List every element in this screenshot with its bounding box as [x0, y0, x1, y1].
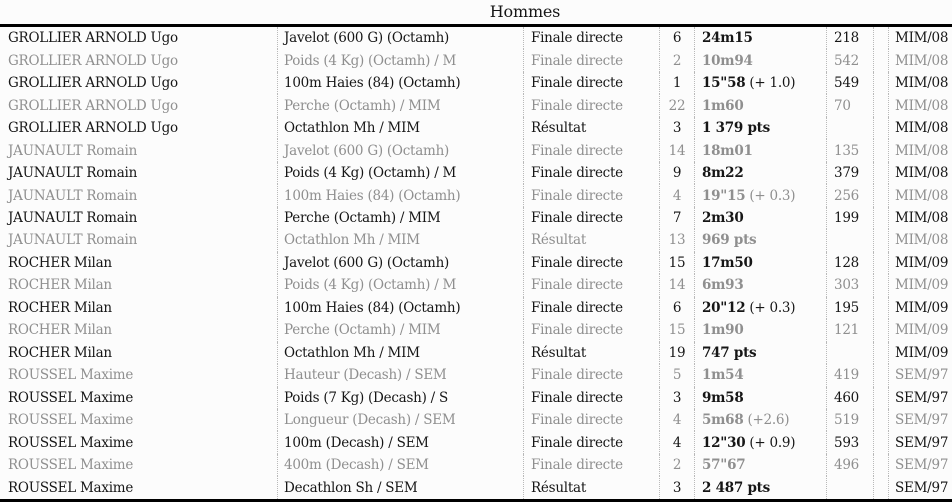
performance-cell: [694, 387, 826, 409]
event-name: Poids (4 Kg) (Octamh) / M: [277, 274, 523, 296]
athlete-name: ROCHER Milan: [8, 254, 112, 271]
rank-value: 14: [659, 139, 694, 161]
performance-cell: [694, 454, 826, 476]
performance-value: 969 pts: [702, 232, 757, 249]
points-value: [826, 117, 873, 139]
performance-cell: [694, 229, 826, 251]
category-value: SEM/97: [888, 431, 952, 453]
category-value: MIM/08: [888, 184, 952, 206]
athlete-name: GROLLIER ARNOLD Ugo: [8, 97, 178, 114]
round-label: Finale directe: [523, 454, 659, 476]
category-value: MIM/08: [888, 27, 952, 49]
performance-value: 19"15: [702, 187, 746, 204]
points-value: [826, 476, 873, 498]
table-row: [0, 139, 952, 161]
performance-value: 18m01: [702, 142, 753, 159]
points-value: 70: [826, 94, 873, 116]
performance-cell: [694, 207, 826, 229]
performance-value: 6m93: [702, 277, 744, 294]
category-value: MIM/08: [888, 207, 952, 229]
round-label: Finale directe: [523, 139, 659, 161]
table-row: [0, 364, 952, 386]
column-spacer: [873, 94, 888, 116]
points-value: 519: [826, 409, 873, 431]
event-name: 100m Haies (84) (Octamh): [277, 184, 523, 206]
table-row: [0, 319, 952, 341]
table-row: [0, 162, 952, 184]
performance-value: 1m60: [702, 97, 744, 114]
event-name: 400m (Decash) / SEM: [277, 454, 523, 476]
event-name: Perche (Octamh) / MIM: [277, 319, 523, 341]
rank-value: 5: [659, 364, 694, 386]
column-spacer: [873, 454, 888, 476]
round-label: Finale directe: [523, 252, 659, 274]
performance-cell: [694, 162, 826, 184]
round-label: Finale directe: [523, 274, 659, 296]
table-row: [0, 252, 952, 274]
athlete-name: ROUSSEL Maxime: [8, 434, 134, 451]
table-row: [0, 476, 952, 498]
athlete-name: ROUSSEL Maxime: [8, 479, 134, 496]
performance-value: 20"12: [702, 299, 746, 316]
category-value: MIM/08: [888, 94, 952, 116]
points-value: 549: [826, 72, 873, 94]
event-name: Poids (4 Kg) (Octamh) / M: [277, 162, 523, 184]
column-spacer: [873, 49, 888, 71]
table-row: [0, 27, 952, 49]
rank-value: 2: [659, 454, 694, 476]
rank-value: 4: [659, 184, 694, 206]
table-row: [0, 117, 952, 139]
athlete-name: ROCHER Milan: [8, 322, 112, 339]
column-spacer: [873, 184, 888, 206]
event-name: Javelot (600 G) (Octamh): [277, 252, 523, 274]
performance-cell: [694, 117, 826, 139]
event-name: Decathlon Sh / SEM: [277, 476, 523, 498]
rank-value: 4: [659, 409, 694, 431]
event-name: 100m Haies (84) (Octamh): [277, 297, 523, 319]
points-value: 256: [826, 184, 873, 206]
performance-value: 2 487 pts: [702, 479, 770, 496]
round-label: Finale directe: [523, 94, 659, 116]
points-value: 496: [826, 454, 873, 476]
athlete-name: ROCHER Milan: [8, 344, 112, 361]
points-value: [826, 229, 873, 251]
column-spacer: [873, 117, 888, 139]
column-spacer: [873, 27, 888, 49]
column-spacer: [873, 476, 888, 498]
round-label: Finale directe: [523, 431, 659, 453]
round-label: Finale directe: [523, 207, 659, 229]
round-label: Finale directe: [523, 27, 659, 49]
rank-value: 1: [659, 72, 694, 94]
rank-value: 9: [659, 162, 694, 184]
table-row: [0, 207, 952, 229]
athlete-name: GROLLIER ARNOLD Ugo: [8, 75, 178, 92]
points-value: 542: [826, 49, 873, 71]
round-label: Finale directe: [523, 364, 659, 386]
performance-cell: [694, 139, 826, 161]
column-spacer: [873, 409, 888, 431]
performance-value: 1 379 pts: [702, 120, 770, 137]
athlete-name: JAUNAULT Romain: [8, 187, 138, 204]
event-name: Javelot (600 G) (Octamh): [277, 139, 523, 161]
category-value: SEM/97: [888, 387, 952, 409]
performance-cell: [694, 342, 826, 364]
performance-value: 1m54: [702, 367, 744, 384]
category-value: SEM/97: [888, 454, 952, 476]
table-row: [0, 72, 952, 94]
table-row: [0, 297, 952, 319]
round-label: Finale directe: [523, 184, 659, 206]
performance-value: 12"30: [702, 434, 746, 451]
athlete-name: GROLLIER ARNOLD Ugo: [8, 52, 178, 69]
column-spacer: [873, 252, 888, 274]
round-label: Finale directe: [523, 162, 659, 184]
performance-cell: [694, 27, 826, 49]
rank-value: 3: [659, 476, 694, 498]
performance-cell: [694, 72, 826, 94]
performance-value: 15"58: [702, 75, 746, 92]
event-name: Octathlon Mh / MIM: [277, 117, 523, 139]
category-value: MIM/08: [888, 117, 952, 139]
table-row: [0, 49, 952, 71]
points-value: 303: [826, 274, 873, 296]
category-value: MIM/09: [888, 252, 952, 274]
points-value: 135: [826, 139, 873, 161]
round-label: Résultat: [523, 476, 659, 498]
athlete-name: ROUSSEL Maxime: [8, 389, 134, 406]
points-value: 419: [826, 364, 873, 386]
event-name: 100m (Decash) / SEM: [277, 431, 523, 453]
table-row: [0, 94, 952, 116]
points-value: 218: [826, 27, 873, 49]
points-value: [826, 342, 873, 364]
athlete-name: ROUSSEL Maxime: [8, 367, 134, 384]
performance-value: 9m58: [702, 389, 744, 406]
category-value: MIM/08: [888, 72, 952, 94]
table-row: [0, 431, 952, 453]
category-value: MIM/08: [888, 49, 952, 71]
table-row: [0, 387, 952, 409]
points-value: 460: [826, 387, 873, 409]
table-row: [0, 409, 952, 431]
performance-cell: [694, 476, 826, 498]
athlete-name: ROUSSEL Maxime: [8, 412, 134, 429]
event-name: Longueur (Decash) / SEM: [277, 409, 523, 431]
points-value: 199: [826, 207, 873, 229]
performance-cell: [694, 274, 826, 296]
performance-value: 57"67: [702, 457, 746, 474]
rank-value: 3: [659, 117, 694, 139]
category-value: MIM/09: [888, 297, 952, 319]
athlete-name: JAUNAULT Romain: [8, 165, 138, 182]
category-value: SEM/97: [888, 409, 952, 431]
column-spacer: [873, 297, 888, 319]
rank-value: 2: [659, 49, 694, 71]
event-name: Poids (7 Kg) (Decash) / S: [277, 387, 523, 409]
round-label: Résultat: [523, 342, 659, 364]
round-label: Finale directe: [523, 319, 659, 341]
points-value: 379: [826, 162, 873, 184]
points-value: 121: [826, 319, 873, 341]
column-spacer: [873, 72, 888, 94]
performance-cell: [694, 252, 826, 274]
column-spacer: [873, 342, 888, 364]
round-label: Résultat: [523, 229, 659, 251]
rank-value: 4: [659, 431, 694, 453]
column-spacer: [873, 364, 888, 386]
athlete-name: ROUSSEL Maxime: [8, 457, 134, 474]
wind-value: (+ 0.3): [749, 187, 796, 204]
athlete-name: ROCHER Milan: [8, 299, 112, 316]
round-label: Finale directe: [523, 72, 659, 94]
round-label: Finale directe: [523, 409, 659, 431]
event-name: Javelot (600 G) (Octamh): [277, 27, 523, 49]
rank-value: 6: [659, 27, 694, 49]
page-title: Hommes: [489, 2, 561, 21]
event-name: 100m Haies (84) (Octamh): [277, 72, 523, 94]
event-name: Perche (Octamh) / MIM: [277, 207, 523, 229]
athlete-name: JAUNAULT Romain: [8, 209, 138, 226]
athlete-name: JAUNAULT Romain: [8, 142, 138, 159]
round-label: Finale directe: [523, 49, 659, 71]
round-label: Finale directe: [523, 387, 659, 409]
table-row: [0, 342, 952, 364]
wind-value: (+2.6): [747, 412, 790, 429]
points-value: 195: [826, 297, 873, 319]
event-name: Perche (Octamh) / MIM: [277, 94, 523, 116]
event-name: Octathlon Mh / MIM: [277, 342, 523, 364]
results-table: [0, 24, 952, 502]
round-label: Résultat: [523, 117, 659, 139]
category-value: SEM/97: [888, 364, 952, 386]
performance-value: 17m50: [702, 254, 753, 271]
athlete-name: ROCHER Milan: [8, 277, 112, 294]
table-row: [0, 454, 952, 476]
category-value: MIM/08: [888, 229, 952, 251]
athlete-name: GROLLIER ARNOLD Ugo: [8, 30, 178, 47]
table-row: [0, 229, 952, 251]
performance-cell: [694, 431, 826, 453]
table-row: [0, 184, 952, 206]
category-value: MIM/09: [888, 274, 952, 296]
performance-value: 5m68: [702, 412, 744, 429]
performance-cell: [694, 297, 826, 319]
performance-value: 1m90: [702, 322, 744, 339]
athlete-name: GROLLIER ARNOLD Ugo: [8, 120, 178, 137]
rank-value: 13: [659, 229, 694, 251]
event-name: Hauteur (Decash) / SEM: [277, 364, 523, 386]
event-name: Octathlon Mh / MIM: [277, 229, 523, 251]
points-value: 128: [826, 252, 873, 274]
rank-value: 3: [659, 387, 694, 409]
table-row: [0, 274, 952, 296]
performance-cell: [694, 49, 826, 71]
performance-value: 747 pts: [702, 344, 757, 361]
performance-value: 2m30: [702, 209, 744, 226]
column-spacer: [873, 274, 888, 296]
points-value: 593: [826, 431, 873, 453]
performance-value: 8m22: [702, 165, 744, 182]
rank-value: 7: [659, 207, 694, 229]
event-name: Poids (4 Kg) (Octamh) / M: [277, 49, 523, 71]
performance-cell: [694, 184, 826, 206]
column-spacer: [873, 319, 888, 341]
performance-cell: [694, 409, 826, 431]
rank-value: 14: [659, 274, 694, 296]
wind-value: (+ 1.0): [749, 75, 796, 92]
performance-cell: [694, 364, 826, 386]
rank-value: 6: [659, 297, 694, 319]
wind-value: (+ 0.3): [749, 299, 796, 316]
category-value: SEM/97: [888, 476, 952, 498]
wind-value: (+ 0.9): [749, 434, 796, 451]
category-value: MIM/08: [888, 139, 952, 161]
category-value: MIM/08: [888, 162, 952, 184]
column-spacer: [873, 207, 888, 229]
performance-value: 24m15: [702, 30, 753, 47]
column-spacer: [873, 431, 888, 453]
performance-cell: [694, 94, 826, 116]
rank-value: 15: [659, 319, 694, 341]
column-spacer: [873, 162, 888, 184]
performance-value: 10m94: [702, 52, 753, 69]
column-spacer: [873, 387, 888, 409]
athlete-name: JAUNAULT Romain: [8, 232, 138, 249]
column-spacer: [873, 229, 888, 251]
category-value: MIM/09: [888, 319, 952, 341]
performance-cell: [694, 319, 826, 341]
rank-value: 19: [659, 342, 694, 364]
round-label: Finale directe: [523, 297, 659, 319]
rank-value: 22: [659, 94, 694, 116]
category-value: MIM/09: [888, 342, 952, 364]
column-spacer: [873, 139, 888, 161]
rank-value: 15: [659, 252, 694, 274]
